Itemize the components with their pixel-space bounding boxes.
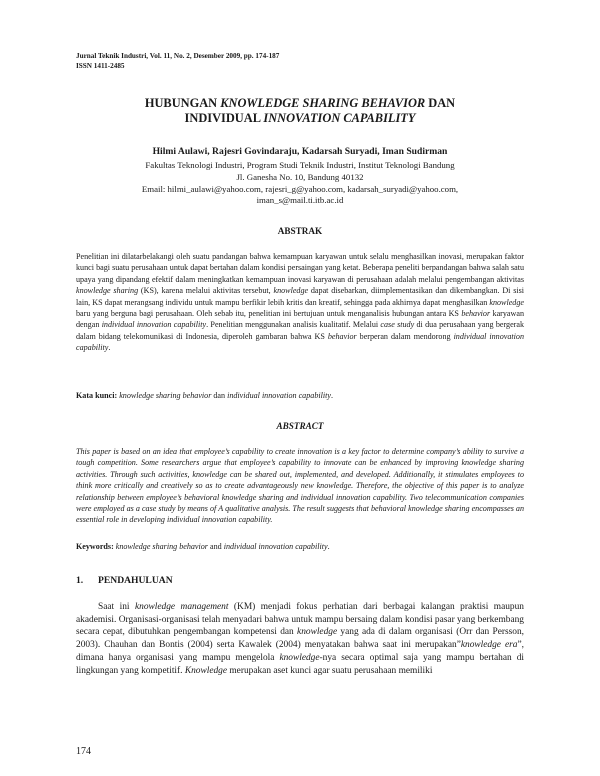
body-italic: knowledge management xyxy=(134,602,229,612)
keywords-text: . xyxy=(327,542,330,551)
section-title: PENDAHULUAN xyxy=(98,575,173,586)
abstrak-italic: individual innovation capability xyxy=(76,331,524,353)
body-text: merupakan aset kunci agar suatu perusahaan memiliki xyxy=(227,665,433,676)
kata-kunci-label: Kata kunci: xyxy=(76,391,118,400)
keywords-term: individual innovation capability xyxy=(223,542,328,551)
title-text: HUBUNGAN xyxy=(144,96,221,110)
section-number: 1. xyxy=(76,575,84,586)
abstrak-text: dapat disebarkan, diimplementasikan dan dikembangkan. Di sisi lain, KS dapat merangsang individu untuk mampu berfikir lebih kritis dan kreatif, sehingga pada akhirnya dapat menghasilkan xyxy=(76,286,525,307)
affiliation-institution: Fakultas Teknologi Industri, Program Studi Teknik Industri, Institut Teknologi Bandung xyxy=(145,160,455,170)
abstrak-italic: knowledge xyxy=(489,297,524,307)
keywords-term: knowledge sharing behavior xyxy=(115,542,208,551)
affiliation-address: Jl. Ganesha No. 10, Bandung 40132 xyxy=(236,171,364,182)
abstrak-text: di dua perusahaan yang bergerak dalam bidang telekomunikasi di Indonesia, diperoleh gambaran bahwa KS xyxy=(76,320,525,341)
page-number: 174 xyxy=(76,746,91,757)
body-text: ”, dimana hanya organisasi yang mampu mengelola xyxy=(76,640,525,663)
abstrak-text: . xyxy=(108,343,111,353)
body-text: (KM) menjadi fokus perhatian dari berbagai kalangan praktisi maupun akademisi. Organisasi-organisasi telah menyadari bahwa untuk mampu bersaing dalam kondisi pasar yang berkembang secara cepat, dibutuhkan pengembangan kompetensi dan xyxy=(76,602,524,638)
kata-kunci-text: . xyxy=(330,391,333,400)
abstrak-italic: knowledge sharing xyxy=(76,286,139,296)
body-text: Saat ini xyxy=(98,602,135,612)
abstrak-heading: ABSTRAK xyxy=(277,226,323,236)
section-body xyxy=(76,601,524,677)
journal-header xyxy=(76,52,279,71)
abstrak-text: . Penelitian menggunakan analisis kualitatif. Melalui xyxy=(206,320,381,330)
kata-kunci xyxy=(76,390,524,401)
abstrak-italic: knowledge xyxy=(273,286,309,296)
paper-title xyxy=(60,96,540,126)
kata-kunci-term: individual innovation capability xyxy=(227,391,331,400)
abstract-heading: ABSTRACT xyxy=(276,421,324,431)
affiliation-email: Email: hilmi_aulawi@yahoo.com, rajesri_g@yahoo.com, kadarsah_suryadi@yahoo.com, xyxy=(141,183,459,194)
section-heading xyxy=(76,575,173,586)
body-text: yang ada di dalam organisasi (Orr dan Persson, 2003). Chauhan dan Bontis (2004) serta Kawalek (2004) menyatakan bahwa saat ini merupakan” xyxy=(76,627,524,651)
abstrak-text: karyawan dengan xyxy=(76,309,524,330)
body-italic: knowledge era xyxy=(460,640,518,651)
keywords xyxy=(76,541,524,552)
abstrak-text: baru yang berguna bagi perusahaan. Oleh sebab itu, penelitian ini bertujuan untuk menganalisis hubungan antara KS xyxy=(76,309,462,319)
keywords-label: Keywords: xyxy=(76,542,114,551)
issn: ISSN 1411-2485 xyxy=(76,61,125,70)
kata-kunci-term: knowledge sharing behavior xyxy=(119,391,212,400)
abstrak-italic: behavior xyxy=(327,331,357,341)
abstrak-text: (KS), karena melalui aktivitas tersebut, xyxy=(138,286,274,296)
body-italic: knowledge xyxy=(297,627,338,638)
title-text: DAN xyxy=(425,96,456,110)
title-italic: INNOVATION CAPABILITY xyxy=(263,111,416,125)
title-text: INDIVIDUAL xyxy=(184,111,264,125)
body-italic: Knowledge xyxy=(184,665,228,676)
affiliation xyxy=(60,160,540,207)
abstrak-italic: individual innovation capability xyxy=(101,320,207,330)
journal-citation: Jurnal Teknik Industri, Vol. 11, No. 2, Desember 2009, pp. 174-187 xyxy=(76,52,280,60)
abstract-body: This paper is based on an idea that employee’s capability to create innovation is a key factor to determine company’s ability to survive a tough competition. Some researchers argue that employee’s capability to innovate can be enhanced by improving knowledge sharing activities. Through such activities, knowledge can be shared out, implemented, and developed. Additionally, it stimulates employees to think more critically and creatively so as to create advantageously new knowledge. Therefore, the objective of this paper is to analyze relationship between employee’s behavioral knowledge sharing and individual innovation capability. Two telecommunication companies were employed as a case study by means of A qualitative analysis. The result suggests that behavioral knowledge sharing encompasses an essential role in developing individual innovation capability. xyxy=(76,447,524,525)
abstrak-italic: behavior xyxy=(461,309,491,319)
abstrak-text: Penelitian ini dilatarbelakangi oleh suatu pandangan bahwa kemampuan karyawan untuk selalu menghasilkan inovasi, merupakan faktor kunci bagi suatu perusahaan untuk dapat bertahan dalam kondisi persaingan yang ketat. Beberapa peneliti berpandangan bahwa salah satu upaya yang dipandang efektif dalam meningkatkan kemampuan inovasi karyawan di perusahaan adalah melalui pengembangan aktivitas xyxy=(76,252,524,284)
abstrak-body xyxy=(76,251,524,354)
abstrak-text: berperan dalam mendorong xyxy=(356,331,454,341)
affiliation-email-cont: iman_s@mail.ti.itb.ac.id xyxy=(256,195,344,206)
title-italic: KNOWLEDGE SHARING BEHAVIOR xyxy=(220,96,426,110)
keywords-text: and xyxy=(207,542,224,551)
kata-kunci-text: dan xyxy=(211,391,228,400)
body-text: -nya secara optimal saja yang mampu bertahan di lingkungan yang kompetitif. xyxy=(76,652,524,676)
author-list: Hilmi Aulawi, Rajesri Govindaraju, Kadarsah Suryadi, Iman Sudirman xyxy=(152,146,448,157)
body-italic: knowledge xyxy=(279,652,320,663)
abstrak-italic: case study xyxy=(380,320,415,330)
